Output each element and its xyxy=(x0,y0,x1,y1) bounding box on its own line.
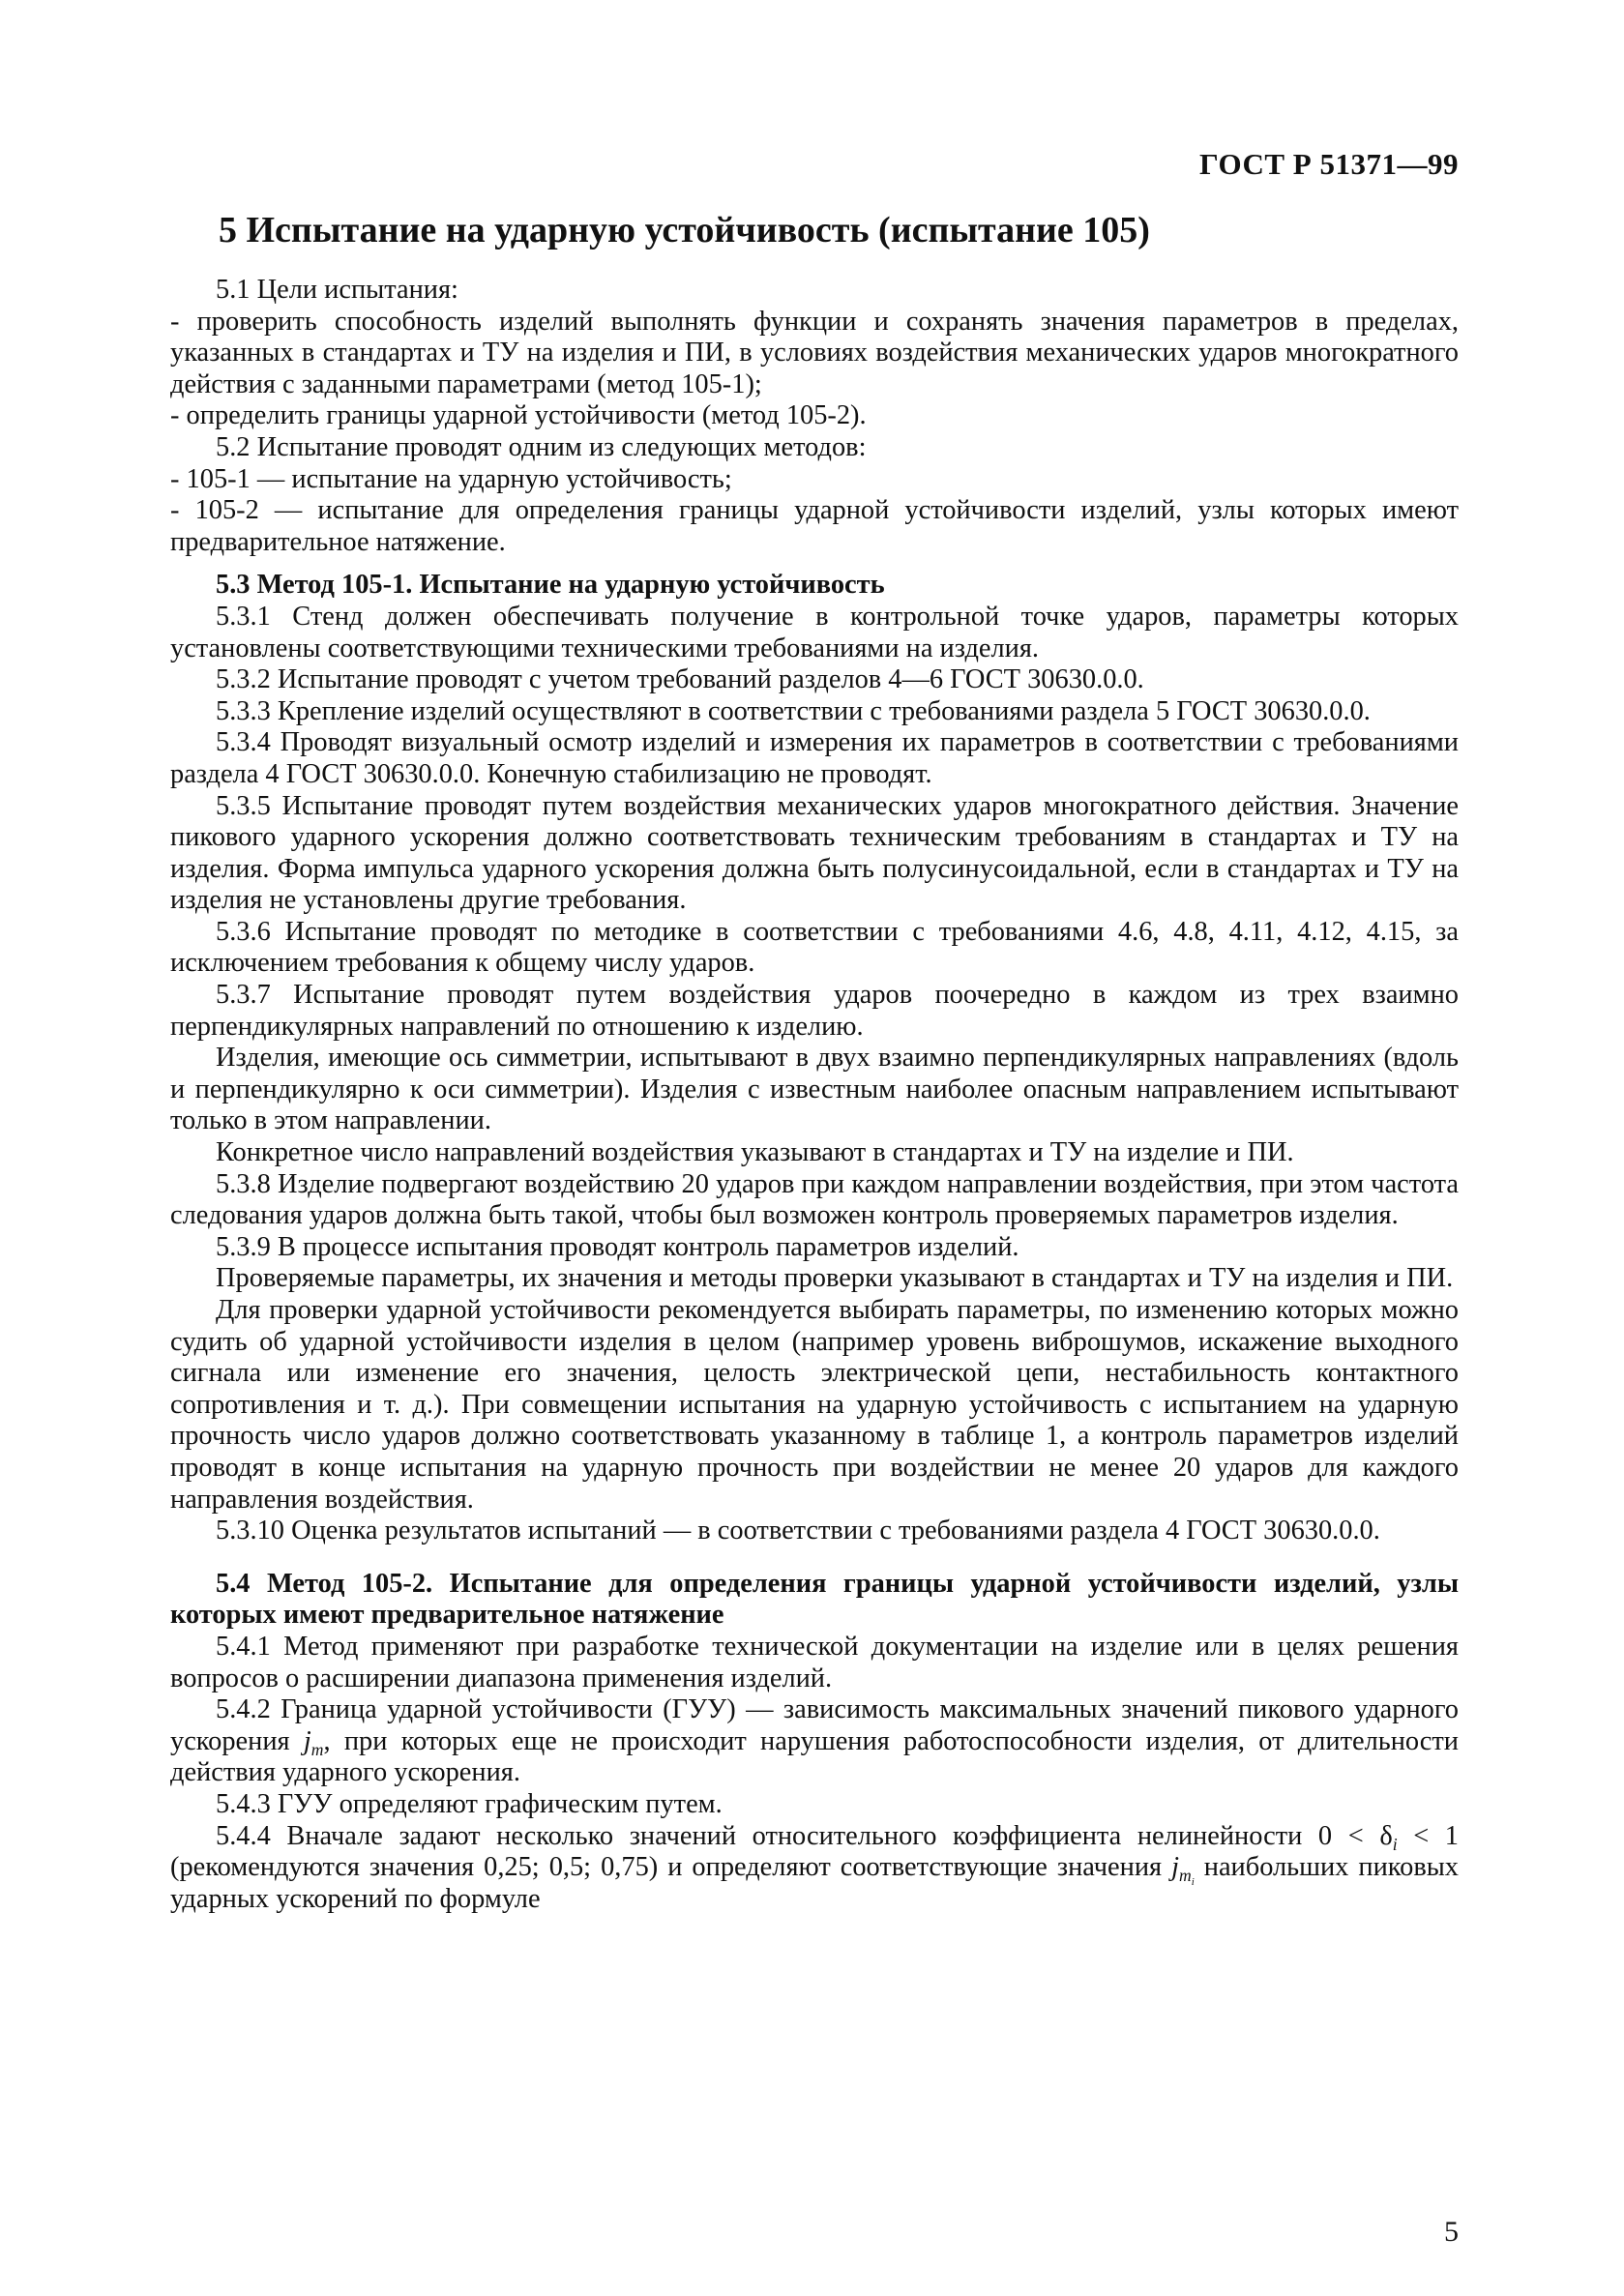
paragraph-5-3-10: 5.3.10 Оценка результатов испытаний — в соответствии с требованиями раздела 4 ГОСТ 30630.0.0. xyxy=(216,1516,1380,1546)
peak-acceleration-i-subscript-i: i xyxy=(1191,1876,1195,1889)
subsection-5-4-heading: 5.4 Метод 105-2. Испытание для определения границы ударной устойчивости изделий, узлы которых имеют предварительное натяжение xyxy=(170,1568,1459,1631)
paragraph-5-3-1: 5.3.1 Стенд должен обеспечивать получение в контрольной точке ударов, параметры которых установлены соответствующими техническими требованиями на изделия. xyxy=(170,601,1459,663)
paragraph-5-3-7: 5.3.7 Испытание проводят путем воздействия ударов поочередно в каждом из трех взаимно перпендикулярных направлений по отношению к изделию. xyxy=(170,980,1459,1042)
paragraph-5-4-2 xyxy=(170,1694,1459,1789)
peak-acceleration-symbol: j xyxy=(303,1725,311,1756)
peak-acceleration-i-symbol: j xyxy=(1171,1852,1179,1883)
paragraph-5-4-4-text-c: наибольших пиковых ударных ускорений по формуле xyxy=(170,1852,1459,1914)
paragraph-5-2-item-b: - 105-2 — испытание для определения границы ударной устойчивости изделий, узлы которых имеют предварительное натяжение. xyxy=(170,495,1459,557)
peak-acceleration-subscript: m xyxy=(310,1739,324,1759)
paragraph-5-3-9: 5.3.9 В процессе испытания проводят контроль параметров изделий. xyxy=(216,1231,1019,1262)
paragraph-5-3-3: 5.3.3 Крепление изделий осуществляют в соответствии с требованиями раздела 5 ГОСТ 30630.0.0. xyxy=(216,695,1371,726)
paragraph-5-3-8: 5.3.8 Изделие подвергают воздействию 20 ударов при каждом направлении воздействия, при этом частота следования ударов должна быть такой, чтобы был возможен контроль проверяемых параметров изделия. xyxy=(170,1168,1459,1231)
body-text xyxy=(170,275,1459,1915)
paragraph-5-3-9-recommendation: Для проверки ударной устойчивости рекомендуется выбирать параметры, по изменению которых можно судить об ударной устойчивости изделия в целом (например уровень виброшумов, искажение выходного сигнала или изменение его значения, целость электрической цепи, нестабильность контактного сопротивления и т. д.). При совмещении испытания на ударную устойчивость с испытанием на ударную прочность число ударов должно соответствовать указанному в таблице 1, а контроль параметров изделий проводят в конце испытания на ударную прочность при воздействии не менее 20 ударов для каждого направления воздействия. xyxy=(170,1295,1459,1515)
paragraph-5-3-9-parameters: Проверяемые параметры, их значения и методы проверки указывают в стандартах и ТУ на изделия и ПИ. xyxy=(216,1263,1454,1294)
paragraph-5-1: 5.1 Цели испытания: xyxy=(216,275,458,305)
page-number: 5 xyxy=(1444,2216,1459,2248)
paragraph-5-3-6: 5.3.6 Испытание проводят по методике в соответствии с требованиями 4.6, 4.8, 4.11, 4.12, 4.15, за исключением требования к общему числу ударов. xyxy=(170,916,1459,979)
paragraph-5-4-4-text-a: 5.4.4 Вначале задают несколько значений относительного коэффициента нелинейности 0 < δ xyxy=(216,1820,1393,1851)
paragraph-5-1-item-b: - определить границы ударной устойчивости (метод 105-2). xyxy=(170,400,867,431)
document-code: ГОСТ Р 51371—99 xyxy=(1199,147,1459,181)
paragraph-5-4-4 xyxy=(170,1821,1459,1916)
paragraph-5-4-2-text-b: , при которых еще не происходит нарушения работоспособности изделия, от длительности действия ударного ускорения. xyxy=(170,1725,1459,1788)
paragraph-5-4-4-text-b: < 1 (рекомендуются значения 0,25; 0,5; 0,75) и определяют соответствующие значения xyxy=(170,1820,1459,1883)
paragraph-5-4-1: 5.4.1 Метод применяют при разработке технической документации на изделие или в целях решения вопросов о расширении диапазона применения изделий. xyxy=(170,1631,1459,1693)
paragraph-5-3-2: 5.3.2 Испытание проводят с учетом требований разделов 4—6 ГОСТ 30630.0.0. xyxy=(216,664,1144,695)
paragraph-5-3-7-directions: Конкретное число направлений воздействия указывают в стандартах и ТУ на изделие и ПИ. xyxy=(216,1137,1294,1168)
peak-acceleration-i-subscript-m: m xyxy=(1179,1866,1192,1886)
paragraph-5-2: 5.2 Испытание проводят одним из следующих методов: xyxy=(216,431,867,462)
paragraph-5-1-item-a: - проверить способность изделий выполнять функции и сохранять значения параметров в пределах, указанных в стандартах и ТУ на изделия и ПИ, в условиях воздействия механических ударов многократного действия с заданными параметрами (метод 105-1); xyxy=(170,306,1459,399)
nonlinearity-subscript: i xyxy=(1392,1834,1398,1854)
paragraph-5-4-3: 5.4.3 ГУУ определяют графическим путем. xyxy=(216,1788,723,1819)
paragraph-5-4-2-text-a: 5.4.2 Граница ударной устойчивости (ГУУ) — зависимость максимальных значений пикового ударного ускорения xyxy=(170,1694,1459,1756)
paragraph-5-3-4: 5.3.4 Проводят визуальный осмотр изделий и измерения их параметров в соответствии с требованиями раздела 4 ГОСТ 30630.0.0. Конечную стабилизацию не проводят. xyxy=(170,727,1459,789)
subsection-5-3-heading: 5.3 Метод 105-1. Испытание на ударную устойчивость xyxy=(216,570,885,601)
section-title: 5 Испытание на ударную устойчивость (испытание 105) xyxy=(219,210,1150,250)
paragraph-5-2-item-a: - 105-1 — испытание на ударную устойчивость; xyxy=(170,463,732,494)
paragraph-5-3-5: 5.3.5 Испытание проводят путем воздействия механических ударов многократного действия. Значение пикового ударного ускорения должно соответствовать техническим требованиям в стандартах и ТУ на изделия. Форма импульса ударного ускорения должна быть полусинусоидальной, если в стандартах и ТУ на изделия не установлены другие требования. xyxy=(170,790,1459,916)
paragraph-5-3-7-symmetry: Изделия, имеющие ось симметрии, испытывают в двух взаимно перпендикулярных направлениях (вдоль и перпендикулярно к оси симметрии). Изделия с известным наиболее опасным направлением испытывают только в этом направлении. xyxy=(170,1043,1459,1136)
